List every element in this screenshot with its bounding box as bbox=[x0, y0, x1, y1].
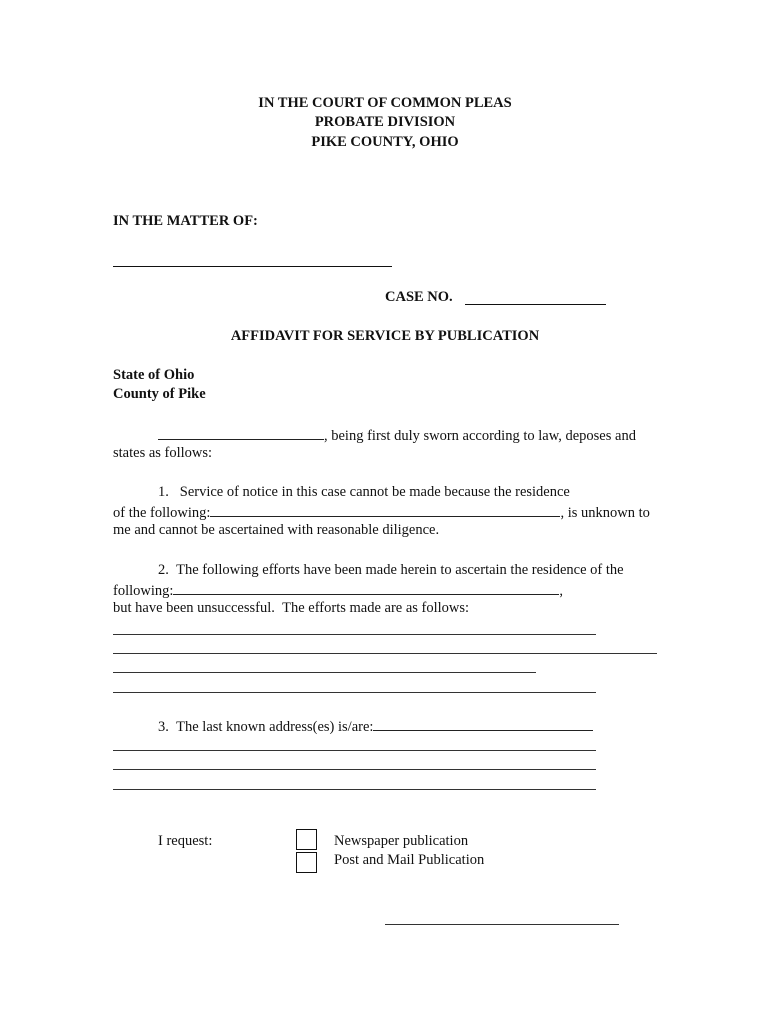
case-number-label: CASE NO. bbox=[385, 289, 453, 305]
item1-suffix: , is unknown to bbox=[560, 505, 650, 521]
venue-state: State of Ohio bbox=[113, 367, 195, 383]
newspaper-publication-checkbox[interactable] bbox=[296, 829, 317, 850]
case-number-field[interactable] bbox=[465, 304, 606, 305]
item1-line2 bbox=[113, 503, 650, 522]
item3-line bbox=[158, 717, 593, 736]
item3-label: 3. The last known address(es) is/are: bbox=[158, 719, 374, 735]
efforts-line-1[interactable] bbox=[113, 634, 596, 635]
matter-name-field[interactable] bbox=[113, 266, 392, 267]
document-title: AFFIDAVIT FOR SERVICE BY PUBLICATION bbox=[230, 328, 540, 344]
address-line-1[interactable] bbox=[113, 750, 596, 751]
item2-text: 2. The following efforts have been made herein to ascertain the residence of the bbox=[158, 562, 624, 578]
efforts-line-4[interactable] bbox=[113, 692, 596, 693]
venue-county: County of Pike bbox=[113, 386, 206, 402]
court-county: PIKE COUNTY, OHIO bbox=[311, 134, 459, 150]
item2-text-continued: but have been unsuccessful. The efforts made are as follows: bbox=[113, 600, 470, 616]
oath-line bbox=[158, 426, 636, 445]
court-name: IN THE COURT OF COMMON PLEAS bbox=[258, 95, 512, 111]
item1-person-field[interactable] bbox=[210, 503, 560, 517]
option-newspaper-label: Newspaper publication bbox=[334, 833, 469, 849]
post-mail-publication-checkbox[interactable] bbox=[296, 852, 317, 873]
item2-suffix: , bbox=[559, 583, 564, 599]
signature-line[interactable] bbox=[385, 924, 619, 925]
matter-label: IN THE MATTER OF: bbox=[113, 213, 258, 229]
item1-text-continued: me and cannot be ascertained with reasonable diligence. bbox=[113, 522, 440, 538]
address-line-2[interactable] bbox=[113, 769, 596, 770]
item1-prefix: of the following: bbox=[113, 505, 211, 521]
last-address-field[interactable] bbox=[373, 717, 593, 731]
option-post-mail-label: Post and Mail Publication bbox=[334, 852, 485, 868]
affiant-name-field[interactable] bbox=[158, 426, 324, 440]
efforts-line-2[interactable] bbox=[113, 653, 657, 654]
efforts-line-3[interactable] bbox=[113, 672, 536, 673]
item1-text: 1. Service of notice in this case cannot be made because the residence bbox=[158, 484, 570, 500]
address-line-3[interactable] bbox=[113, 789, 596, 790]
item2-person-field[interactable] bbox=[173, 581, 559, 595]
request-label: I request: bbox=[158, 833, 213, 849]
oath-text-continued: states as follows: bbox=[113, 445, 213, 461]
item2-line2 bbox=[113, 581, 563, 600]
oath-text: , being first duly sworn according to law, deposes and bbox=[324, 428, 636, 444]
court-division: PROBATE DIVISION bbox=[314, 114, 456, 130]
item2-prefix: following: bbox=[113, 583, 174, 599]
